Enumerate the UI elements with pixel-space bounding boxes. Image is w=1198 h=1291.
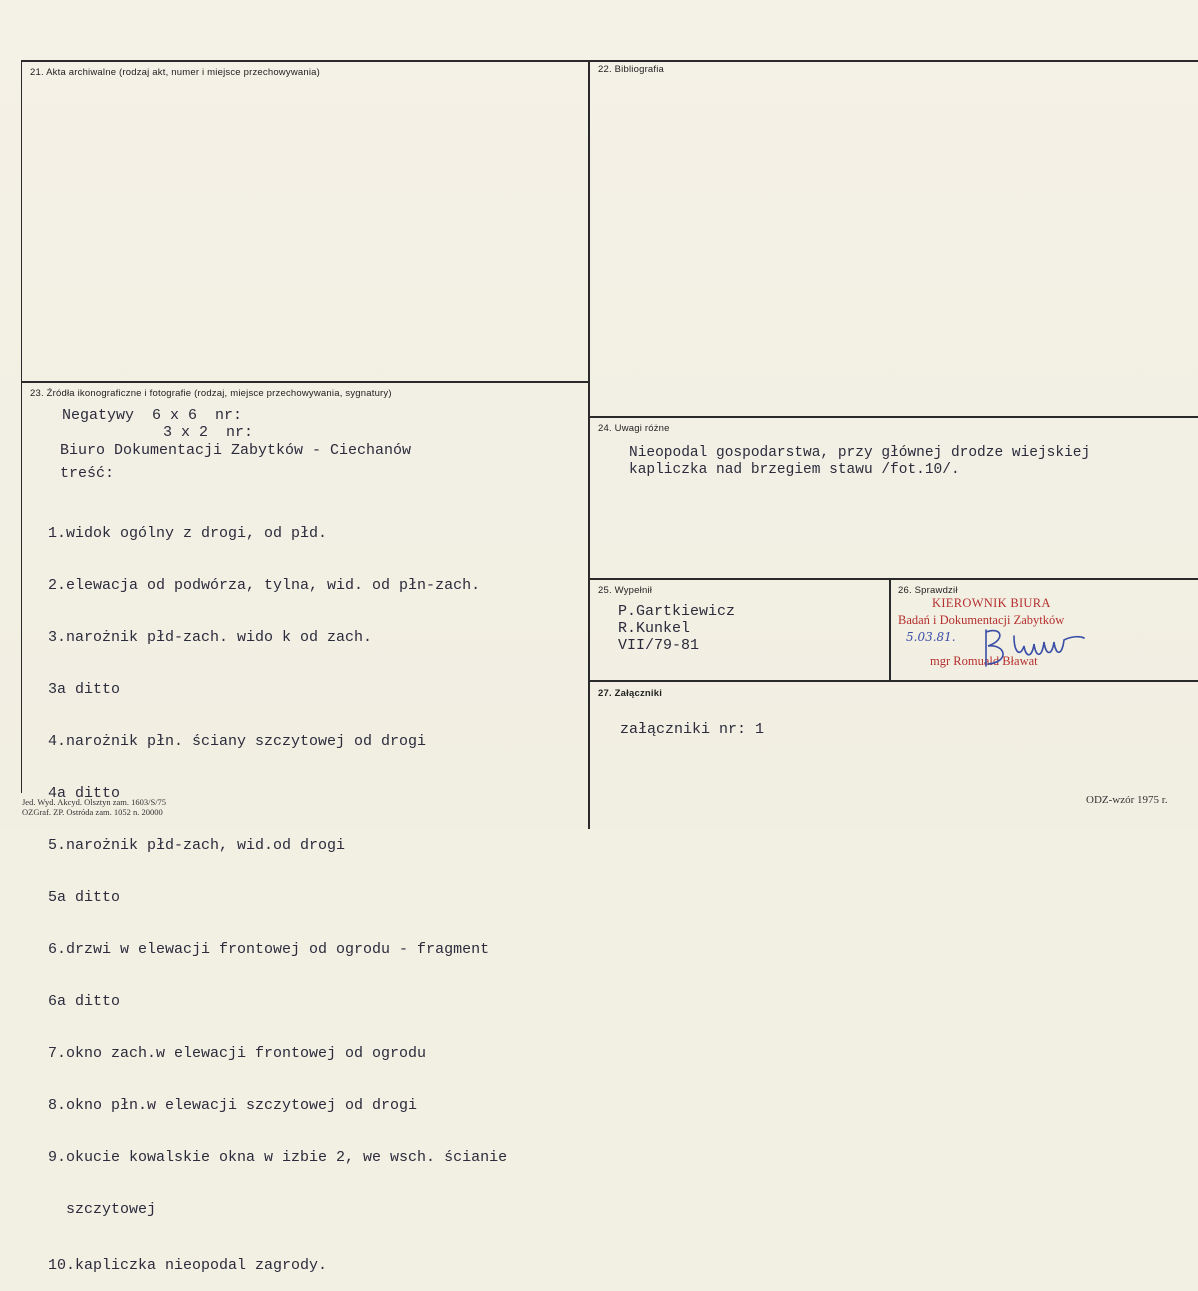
section-24-label: 24. Uwagi różne [598, 423, 670, 434]
stamp-name: mgr Romuald Bławat [930, 654, 1038, 668]
right-divider-24-25 [590, 578, 1198, 580]
right-divider-22-24 [590, 416, 1198, 418]
stamp-office: Badań i Dokumentacji Zabytków [898, 613, 1065, 627]
center-divider [588, 60, 590, 829]
printer-imprint-line-1: Jed. Wyd. Akcyd. Olsztyn zam. 1603/S/75 [22, 797, 167, 807]
stamp-title: KIEROWNIK BIURA [932, 596, 1051, 610]
photo-item: 4a ditto [48, 784, 121, 802]
filled-by-name-2: R.Kunkel [618, 620, 691, 637]
printer-imprint-line-2: OZGraf. ZP. Ostróda zam. 1052 n. 20000 [22, 807, 163, 817]
photo-item: 5a ditto [48, 888, 121, 906]
section-25-label: 25. Wypełnił [598, 585, 653, 596]
left-divider-21-23 [22, 381, 588, 383]
negatives-line-1: Negatywy 6 x 6 nr: [62, 407, 243, 424]
handwritten-date: 5.03.81. [906, 630, 956, 644]
photo-list [48, 490, 507, 1291]
photo-item: 7.okno zach.w elewacji frontowej od ogrodu [48, 1044, 427, 1062]
photo-item: 10.kapliczka nieopodal zagrody. [48, 1256, 328, 1274]
photo-item: 2.elewacja od podwórza, tylna, wid. od płn-zach. [48, 576, 481, 594]
photo-item: 6a ditto [48, 992, 121, 1010]
filled-by-date: VII/79-81 [618, 637, 700, 654]
photo-item: szczytowej [48, 1200, 157, 1218]
attachments-text: załączniki nr: 1 [620, 721, 765, 738]
right-divider-25-27 [590, 680, 1198, 682]
remarks-line-2: kapliczka nad brzegiem stawu /fot.10/. [629, 462, 960, 478]
section-26-label: 26. Sprawdził [898, 585, 958, 596]
divider-25-26 [889, 580, 891, 681]
photo-item: 5.narożnik płd-zach, wid.od drogi [48, 836, 346, 854]
left-border [21, 60, 22, 793]
section-27-label: 27. Załączniki [598, 688, 663, 699]
photo-item: 9.okucie kowalskie okna w izbie 2, we wsch. ścianie [48, 1148, 508, 1166]
filled-by-name-1: P.Gartkiewicz [618, 603, 736, 620]
photo-item: 4.narożnik płn. ściany szczytowej od drogi [48, 732, 427, 750]
photo-item: 6.drzwi w elewacji frontowej od ogrodu - fragment [48, 940, 490, 958]
signature-mark [980, 622, 1090, 682]
section-23-label: 23. Źródła ikonograficzne i fotografie (rodzaj, miejsce przechowywania, sygnatury) [30, 388, 392, 399]
top-rule [22, 60, 1198, 62]
section-21-label: 21. Akta archiwalne (rodzaj akt, numer i miejsce przechowywania) [30, 67, 321, 78]
photo-item: 1.widok ogólny z drogi, od płd. [48, 524, 328, 542]
photo-item: 3.narożnik płd-zach. wido k od zach. [48, 628, 373, 646]
negatives-line-2: 3 x 2 nr: [163, 424, 254, 441]
section-22-label: 22. Bibliografia [598, 64, 665, 75]
photo-item: 8.okno płn.w elewacji szczytowej od drogi [48, 1096, 418, 1114]
remarks-line-1: Nieopodal gospodarstwa, przy głównej drodze wiejskiej [629, 445, 1091, 461]
form-model-code: ODZ-wzór 1975 r. [1086, 794, 1168, 806]
photo-item: 3a ditto [48, 680, 121, 698]
institution-name: Biuro Dokumentacji Zabytków - Ciechanów [60, 442, 412, 459]
content-label: treść: [60, 465, 115, 482]
